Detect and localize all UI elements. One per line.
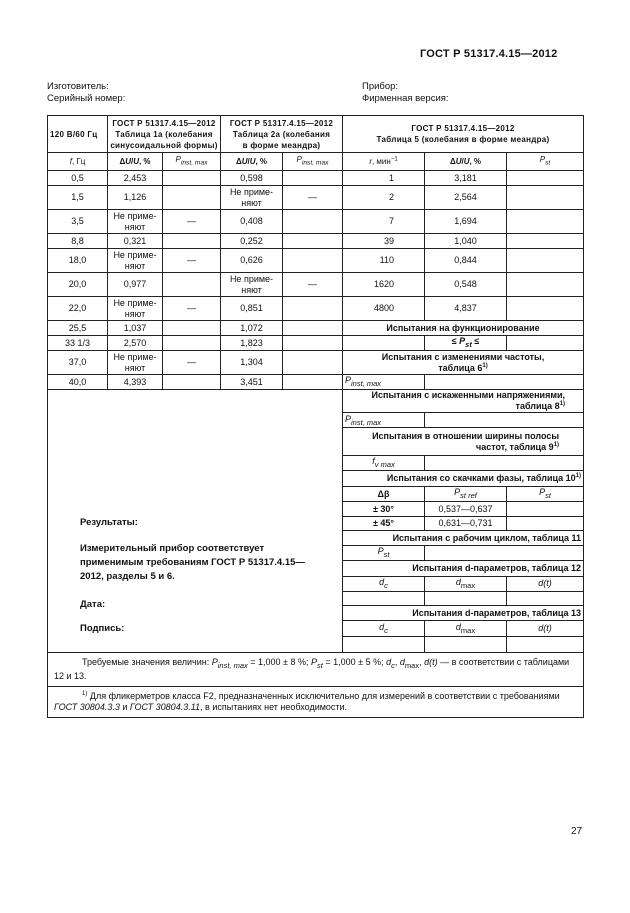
- freq-change-test: Испытания с изменениями частоты, таблица 6$^{1)}$: [343, 351, 584, 375]
- p2-value: [283, 336, 343, 351]
- col-du2-header: ΔU/U, %: [221, 153, 283, 171]
- function-empty: [343, 336, 425, 351]
- p1-value: —: [163, 249, 221, 273]
- du1-value: 1,037: [108, 321, 163, 336]
- p1-value: [163, 234, 221, 249]
- table-1a-header: ГОСТ Р 51317.4.15—2012 Таблица 1a (колебания синусоидальной формы): [108, 116, 221, 153]
- d13-dt: d(t): [507, 621, 584, 636]
- pinst-max-value: [425, 375, 584, 390]
- p2-value: [283, 375, 343, 390]
- duty-pst: $P_{st}$: [343, 546, 425, 561]
- pinst-max: $P_{inst, max}$: [343, 375, 425, 390]
- distorted-test: Испытания с искаженными напряжениями, таблица 8$^{1)}$: [343, 390, 584, 413]
- d13-dmax: $d_{max}$: [425, 621, 507, 636]
- r-value: 39: [343, 234, 425, 249]
- freq-value: 37,0: [48, 351, 108, 375]
- device-label: Прибор:: [362, 81, 399, 92]
- d13-dc: $d_c$: [343, 621, 425, 636]
- du2-value: 0,408: [221, 210, 283, 234]
- delta-beta-header: Δβ: [343, 487, 425, 502]
- phase-test: Испытания со скачками фазы, таблица 10$^{1)}$: [343, 470, 584, 486]
- du3-value: 3,181: [425, 171, 507, 186]
- p1-value: [163, 273, 221, 297]
- results-title: Результаты:: [80, 517, 138, 528]
- fv-max: $f_{v max}$: [343, 455, 425, 470]
- d13-test: Испытания d-параметров, таблица 13: [343, 606, 584, 621]
- p2-value: [283, 297, 343, 321]
- firmware-label: Фирменная версия:: [362, 93, 449, 104]
- d12-dc: $d_c$: [343, 576, 425, 591]
- pst-value: [507, 297, 584, 321]
- col-pinst-header: $P_{inst, max}$: [163, 153, 221, 171]
- phase-range-30: 0,537—0,637: [425, 502, 507, 516]
- d12-dmax: $d_{max}$: [425, 576, 507, 591]
- p2-value: [283, 210, 343, 234]
- du2-value: Не приме- няют: [221, 273, 283, 297]
- du3-value: 4,837: [425, 297, 507, 321]
- p2-value: —: [283, 273, 343, 297]
- manufacturer-label: Изготовитель:: [47, 81, 109, 92]
- du1-value: 2,453: [108, 171, 163, 186]
- p1-value: —: [163, 210, 221, 234]
- p1-value: —: [163, 351, 221, 375]
- function-empty2: [507, 336, 584, 351]
- du1-value: Не приме- няют: [108, 249, 163, 273]
- du1-value: 1,126: [108, 186, 163, 210]
- p2-value: —: [283, 186, 343, 210]
- pst-value: [507, 186, 584, 210]
- freq-value: 40,0: [48, 375, 108, 390]
- required-values-note: Требуемые значения величин: $P_{inst, max} = 1,000 \pm 8$ %; $P_{st} = 1,000 \pm 5$ %; $d_c$, $d_{max}$, d(t) — в соответствии с таблицами 12 и 13.: [48, 653, 584, 687]
- phase-range-45: 0,631—0,731: [425, 516, 507, 530]
- du3-value: 0,844: [425, 249, 507, 273]
- date-label: Дата:: [80, 599, 106, 610]
- col-pinst2-header: $P_{inst, max}$: [283, 153, 343, 171]
- function-test: Испытания на функционирование: [343, 321, 584, 336]
- freq-value: 25,5: [48, 321, 108, 336]
- p2-value: [283, 351, 343, 375]
- pst-value: [507, 210, 584, 234]
- pinst-max-2: $P_{inst, max}$: [343, 413, 425, 428]
- table-2a-header: ГОСТ Р 51317.4.15—2012 Таблица 2a (колебания в форме меандра): [221, 116, 343, 153]
- freq-value: 20,0: [48, 273, 108, 297]
- du2-value: 0,851: [221, 297, 283, 321]
- du2-value: 3,451: [221, 375, 283, 390]
- results-cell: [48, 390, 343, 653]
- page-number: 27: [571, 826, 583, 837]
- p1-value: —: [163, 297, 221, 321]
- du3-value: 1,040: [425, 234, 507, 249]
- du3-value: 1,694: [425, 210, 507, 234]
- p1-value: [163, 171, 221, 186]
- pst-header: $P_{st}$: [507, 487, 584, 502]
- signature-label: Подпись:: [80, 623, 125, 634]
- p1-value: [163, 186, 221, 210]
- phase-angle-45: ± 45°: [343, 516, 425, 530]
- r-value: 110: [343, 249, 425, 273]
- standard-header: ГОСТ Р 51317.4.15—2012: [420, 48, 558, 60]
- r-value: 7: [343, 210, 425, 234]
- d12-test: Испытания d-параметров, таблица 12: [343, 561, 584, 576]
- r-value: 1620: [343, 273, 425, 297]
- col-du3-header: ΔU/U, %: [425, 153, 507, 171]
- p1-value: [163, 336, 221, 351]
- function-condition: ≤ $P_{st}$ ≤: [425, 336, 507, 351]
- du1-value: 2,570: [108, 336, 163, 351]
- phase-angle-30: ± 30°: [343, 502, 425, 516]
- p2-value: [283, 171, 343, 186]
- du1-value: 0,977: [108, 273, 163, 297]
- p1-value: [163, 375, 221, 390]
- du2-value: 0,252: [221, 234, 283, 249]
- col-f-header: f, Гц: [48, 153, 108, 171]
- du2-value: 1,304: [221, 351, 283, 375]
- pst-value: [507, 249, 584, 273]
- du1-value: Не приме- няют: [108, 297, 163, 321]
- p2-value: [283, 321, 343, 336]
- r-value: 4800: [343, 297, 425, 321]
- d12-dt: d(t): [507, 576, 584, 591]
- r-value: 2: [343, 186, 425, 210]
- r-value: 1: [343, 171, 425, 186]
- freq-value: 18,0: [48, 249, 108, 273]
- du2-value: 0,626: [221, 249, 283, 273]
- du1-value: 4,393: [108, 375, 163, 390]
- col-pst-header: $P_{st}$: [507, 153, 584, 171]
- du2-value: Не приме- няют: [221, 186, 283, 210]
- test-report-table: [47, 115, 584, 718]
- col-r-header: r, мин$^{-1}$: [343, 153, 425, 171]
- pst-value: [507, 234, 584, 249]
- freq-group-header: 120 В/60 Гц: [48, 116, 108, 153]
- p2-value: [283, 234, 343, 249]
- p2-value: [283, 249, 343, 273]
- freq-value: 1,5: [48, 186, 108, 210]
- du1-value: Не приме- няют: [108, 351, 163, 375]
- du1-value: Не приме- няют: [108, 210, 163, 234]
- pst-value: [507, 171, 584, 186]
- freq-value: 22,0: [48, 297, 108, 321]
- serial-label: Серийный номер:: [47, 93, 126, 104]
- freq-value: 3,5: [48, 210, 108, 234]
- results-text: Измерительный прибор соответствует применимым требованиям ГОСТ Р 51317.4.15—2012, разделы 5 и 6.: [80, 543, 305, 582]
- col-du-header: ΔU/U, %: [108, 153, 163, 171]
- p1-value: [163, 321, 221, 336]
- freq-value: 8,8: [48, 234, 108, 249]
- du2-value: 1,072: [221, 321, 283, 336]
- freq-value: 33 1/3: [48, 336, 108, 351]
- freq-value: 0,5: [48, 171, 108, 186]
- bandwidth-test: Испытания в отношении ширины полосы частот, таблица 9$^{1)}$: [343, 428, 584, 455]
- footnote: $^{1)}$ Для фликерметров класса F2, предназначенных исключительно для измерений в соответствии с требованиями ГОСТ 30804.3.3 и ГОСТ 30804.3.11, в испытаниях нет необходимости.: [48, 686, 584, 717]
- du1-value: 0,321: [108, 234, 163, 249]
- duty-test: Испытания с рабочим циклом, таблица 11: [343, 530, 584, 545]
- du2-value: 1,823: [221, 336, 283, 351]
- du2-value: 0,598: [221, 171, 283, 186]
- du3-value: 2,564: [425, 186, 507, 210]
- du3-value: 0,548: [425, 273, 507, 297]
- pst-ref-header: $P_{st ref}$: [425, 487, 507, 502]
- table-5-header: ГОСТ Р 51317.4.15—2012 Таблица 5 (колебания в форме меандра): [343, 116, 584, 153]
- pst-value: [507, 273, 584, 297]
